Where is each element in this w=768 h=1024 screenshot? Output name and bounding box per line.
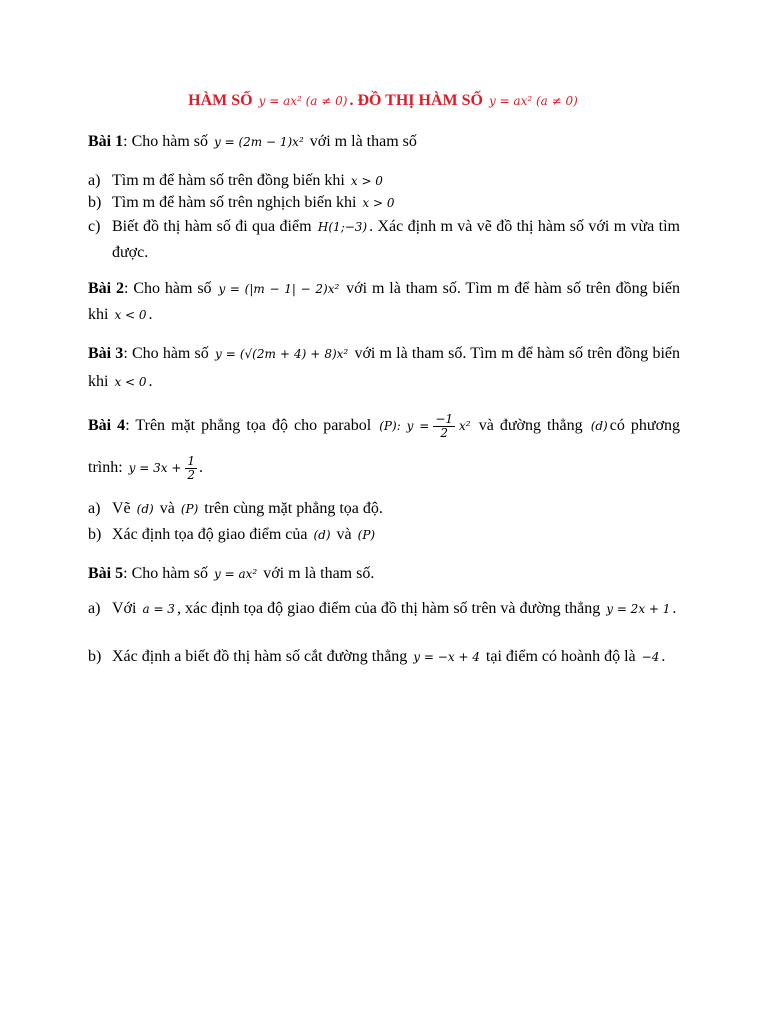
bai4-intro: : Trên mặt phẳng tọa độ cho parabol [125,417,372,434]
bai3-intro: : Cho hàm số [123,345,209,362]
bai4-item-b-e2: (P) [357,528,376,542]
bai4-item-a-text2: và [159,500,175,517]
bai1-label: Bài 1 [88,133,124,150]
bai1-intro: : Cho hàm số [123,133,209,150]
bai1-item-b [88,190,680,216]
bai2 [88,276,680,328]
bai4-end: . [199,459,204,476]
bai4-item-a-e1: (d) [136,502,154,516]
title-expr1: y = ax² (a ≠ 0) [258,94,348,108]
bai1-item-c-marker: c) [88,218,101,235]
bai4-item-a-text3: trên cùng mặt phẳng tọa độ. [204,500,383,517]
bai3-label: Bài 3 [88,345,124,362]
bai4-item-b-e1: (d) [313,528,331,542]
bai5-item-a-marker: a) [88,600,101,617]
bai4-line-expr: y = 3x + [128,461,182,475]
bai4-item-a-e2: (P) [180,502,199,516]
bai5-item-a-text3: . [672,600,677,617]
bai4-p-frac-den: 2 [440,425,448,440]
bai1-item-b-expr: x > 0 [362,196,395,210]
bai5-item-a-e1: a = 3 [142,602,175,616]
bai4-mid2: có phương trình: [88,417,681,476]
bai5-item-b-text3: . [661,648,666,665]
bai2-expr2: x < 0 [114,308,147,322]
bai5-item-b-text1: Xác định a biết đồ thị hàm số cắt đường thẳng [112,648,408,665]
bai4-label: Bài 4 [88,417,126,434]
bai3-text: với m là tham số. Tìm m để hàm số trên đồng biến khi [88,345,681,390]
bai3-expr2: x < 0 [114,375,147,389]
bai3-end: . [148,373,153,390]
bai4-item-a-marker: a) [88,500,101,517]
bai4-d-expr: (d) [590,419,608,433]
bai4-item-b-text2: và [336,526,352,543]
bai5-expr: y = ax² [214,567,258,581]
bai5-item-a-text1: Với [112,600,137,617]
bai4-line-frac-num: 1 [187,453,196,468]
bai4-p-frac-num: −1 [435,411,454,426]
bai2-expr: y = (|m − 1| − 2)x² [218,282,340,296]
bai5-label: Bài 5 [88,565,124,582]
title-part2: . ĐỒ THỊ HÀM SỐ [349,92,483,109]
bai1-item-c-text-end: . Xác định m và vẽ đồ thị hàm số với m vừa tìm được. [112,218,680,261]
bai5-item-a-text2: , xác định tọa độ giao điểm của đồ thị hàm số trên và đường thẳng [176,600,601,617]
bai4-line-fraction [185,455,197,482]
title-part1: HÀM SỐ [188,92,253,109]
bai4-p-expr-end: x² [459,419,471,433]
bai1-item-a-expr: x > 0 [350,174,383,188]
bai5-item-b-text2: tại điểm có hoành độ là [485,648,636,665]
bai3 [88,340,680,396]
bai1-item-b-marker: b) [88,194,102,211]
bai1-item-c-text: Biết đồ thị hàm số đi qua điểm [112,218,312,235]
bai3-expr: y = (√(2m + 4) + 8)x² [215,347,349,361]
bai1-item-a-marker: a) [88,172,101,189]
bai4-p-expr: (P): y = [379,419,430,433]
bai2-label: Bài 2 [88,280,125,297]
bai1-item-c-expr: H(1;−3) [317,220,368,234]
bai1-item-c [88,214,680,265]
bai4-item-a [88,496,680,522]
bai1-expr: y = (2m − 1)x² [214,135,304,149]
bai5-intro: : Cho hàm số [123,565,209,582]
bai2-text: với m là tham số. Tìm m để hàm số trên đồng biến khi [88,280,681,323]
page-title [0,92,768,110]
bai4-item-b [88,522,680,548]
bai5-item-a-e2: y = 2x + 1 [606,602,671,616]
bai5-item-b-marker: b) [88,648,102,665]
bai1-item-a-text: Tìm m để hàm số trên đồng biến khi [112,172,345,189]
bai5-item-b-e2: −4 [641,650,660,664]
bai4-mid: và đường thẳng [478,417,583,434]
bai5-item-b [88,644,680,670]
bai2-end: . [148,306,153,323]
bai5-item-b-e1: y = −x + 4 [413,650,480,664]
bai1-item-b-text: Tìm m để hàm số trên nghịch biến khi [112,194,357,211]
bai4-p-fraction [433,413,455,440]
title-expr2: y = ax² (a ≠ 0) [488,94,578,108]
bai5-intro-end: với m là tham số. [263,565,375,582]
bai4-line-frac-den: 2 [187,467,196,482]
bai5-item-a [88,596,680,622]
bai5-heading [88,562,680,586]
bai4-item-a-text1: Vẽ [112,500,131,517]
bai2-intro: : Cho hàm số [124,280,212,297]
bai4-item-b-marker: b) [88,526,102,543]
bai1-heading [88,130,680,154]
bai4-item-b-text1: Xác định tọa độ giao điểm của [112,526,308,543]
bai4 [88,405,680,489]
bai1-intro-end: với m là tham số [309,133,417,150]
